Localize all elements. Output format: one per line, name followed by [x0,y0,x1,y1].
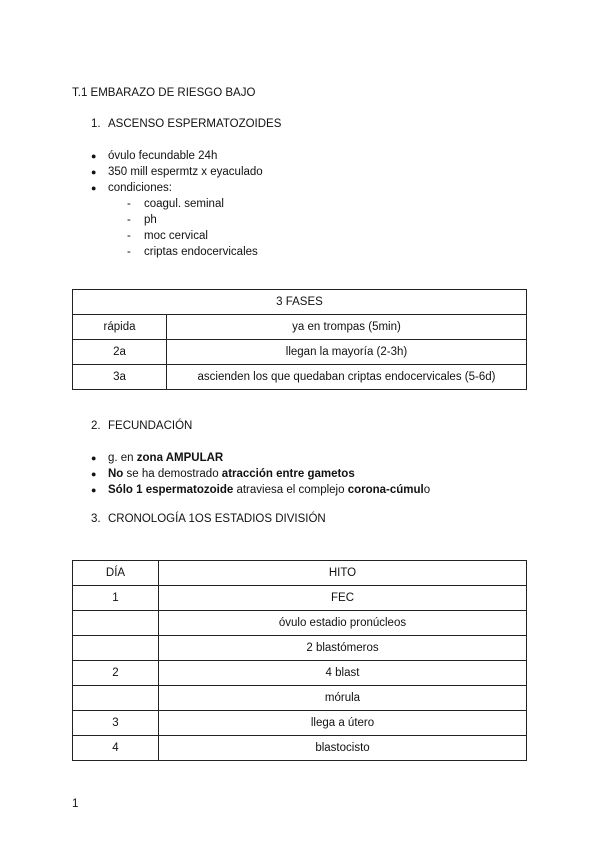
day-cell: 1 [73,586,159,611]
milestone-cell: 2 blastómeros [159,636,527,661]
phase-cell: 3a [73,365,167,390]
section-title: ASCENSO ESPERMATOZOIDES [108,118,282,130]
list-item-text: atraviesa el complejo [233,484,348,496]
list-item-text: 350 mill espermtz x eyaculado [108,166,263,178]
table-row [73,611,527,636]
sub-list-container [91,196,263,260]
sub-list-item [91,228,263,244]
table-row [73,586,527,611]
list-item [91,148,263,164]
day-cell: 4 [73,736,159,761]
dash-icon: - [127,214,131,226]
section-heading-ascenso [91,118,281,130]
description-cell: ascienden los que quedaban criptas endocervicales (5-6d) [167,365,527,390]
phase-cell: 2a [73,340,167,365]
sub-list-item [91,196,263,212]
milestone-cell: llega a útero [159,711,527,736]
bold-text: No [108,468,124,480]
list-item-text: g. en [108,452,137,464]
list-item-text: condiciones: [108,182,172,194]
bullet-icon: ● [91,183,97,193]
section-heading-fecundacion [91,420,192,432]
description-cell: llegan la mayoría (2-3h) [167,340,527,365]
day-cell [73,611,159,636]
section-title: FECUNDACIÓN [108,420,193,432]
section-number: 3. [91,513,101,525]
table-row [73,661,527,686]
milestone-cell: 4 blast [159,661,527,686]
sub-list-item-text: ph [144,214,157,226]
bullet-icon: ● [91,151,97,161]
bullet-icon: ● [91,453,97,463]
sub-list-item [91,212,263,228]
dash-icon: - [127,198,131,210]
day-cell [73,636,159,661]
milestone-cell: blastocisto [159,736,527,761]
sub-list-item-text: coagul. seminal [144,198,224,210]
milestone-cell: FEC [159,586,527,611]
table-row [73,290,527,315]
list-item [91,180,263,196]
description-cell: ya en trompas (5min) [167,315,527,340]
bullet-icon: ● [91,485,97,495]
bullet-list-ascenso [91,148,263,260]
bullet-list-fecundacion [91,450,430,498]
day-cell: 2 [73,661,159,686]
milestone-cell: óvulo estadio pronúcleos [159,611,527,636]
table-row [73,365,527,390]
section-number: 2. [91,420,101,432]
table-row [73,636,527,661]
day-cell [73,686,159,711]
section-number: 1. [91,118,101,130]
bold-text: Sólo 1 espermatozoide [108,484,234,496]
list-item [91,466,430,482]
table-row [73,736,527,761]
list-item-text: o [423,484,431,496]
list-item [91,450,430,466]
dash-icon: - [127,246,131,258]
milestone-cell: mórula [159,686,527,711]
sub-list-item-text: moc cervical [144,230,208,242]
bullet-icon: ● [91,167,97,177]
table-row [73,561,527,586]
column-header-day: DÍA [73,561,159,586]
list-item-text: óvulo fecundable 24h [108,150,218,162]
dash-icon: - [127,230,131,242]
table-row [73,711,527,736]
document-title: T.1 EMBARAZO DE RIESGO BAJO [72,87,256,99]
bold-text: corona-cúmul [347,484,424,496]
day-cell: 3 [73,711,159,736]
bold-text: zona AMPULAR [136,452,224,464]
bold-text: atracción entre gametos [221,468,355,480]
table-row [73,340,527,365]
list-item [91,164,263,180]
cronologia-table [72,560,527,761]
section-title: CRONOLOGÍA 1OS ESTADIOS DIVISIÓN [108,513,326,525]
sub-list-item-text: criptas endocervicales [144,246,258,258]
table-row [73,315,527,340]
table-header-cell: 3 FASES [73,290,527,315]
table-row [73,686,527,711]
sub-list-item [91,244,263,260]
page-number: 1 [72,798,79,810]
conditions-list [91,196,263,260]
fases-table [72,289,527,390]
phase-cell: rápida [73,315,167,340]
list-item [91,482,430,498]
column-header-milestone: HITO [159,561,527,586]
section-heading-cronologia [91,513,326,525]
list-item-text: se ha demostrado [123,468,222,480]
bullet-icon: ● [91,469,97,479]
